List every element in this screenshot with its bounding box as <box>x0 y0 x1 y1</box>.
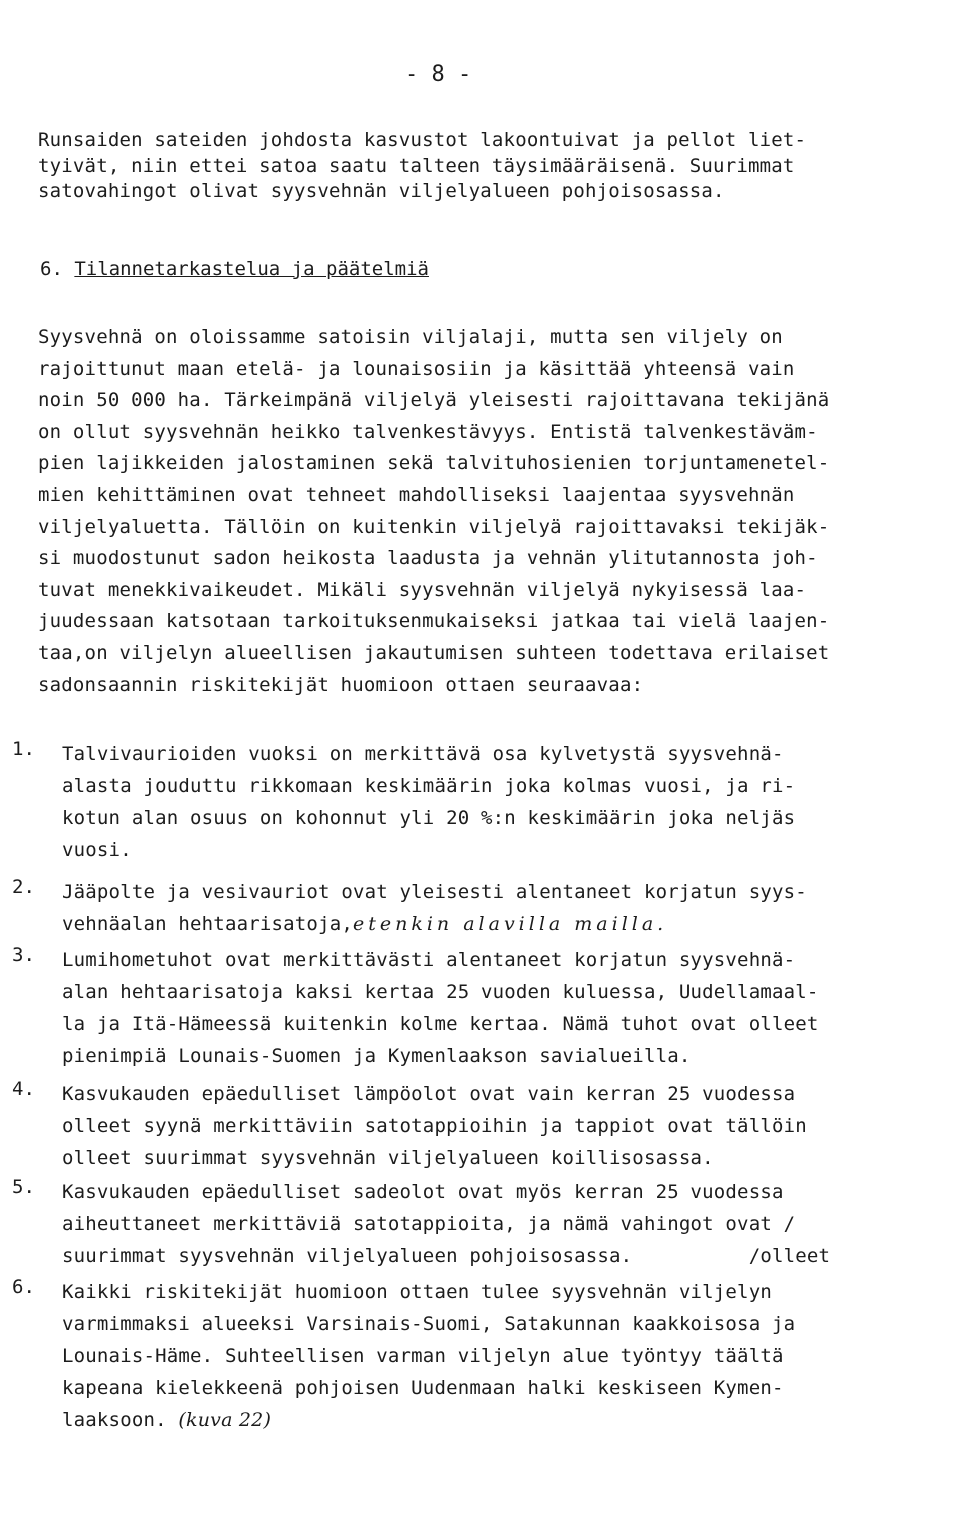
page-number: - 8 - <box>405 62 472 87</box>
list-item-number: 6. <box>12 1276 35 1298</box>
list-item-text: Kasvukauden epäedulliset sadeolot ovat myös kerran 25 vuodessa aiheuttaneet merkittäviä satotappioita, ja nämä vahingot ovat / suurimmat syysvehnän viljelyalueen pohjoisosassa. /olleet <box>62 1181 831 1267</box>
handwritten-figure-reference: (kuva 22) <box>178 1409 272 1431</box>
list-item-typed-text: Kaikki riskitekijät huomioon ottaen tulee syysvehnän viljelyn varmimmaksi alueeksi Varsinais-Suomi, Satakunnan kaakkoisosa ja Lounais-Häme. Suhteellisen varman viljelyn alue työntyy täältä kapeana kielekkeenä pohjoisen Uudenmaan halki keskiseen Kymen- laaksoon. <box>62 1281 796 1431</box>
section-title: Tilannetarkastelua ja päätelmiä <box>74 258 429 280</box>
list-item-text <box>62 1276 942 1436</box>
list-item-text: Talvivaurioiden vuoksi on merkittävä osa kylvetystä syysvehnä- alasta jouduttu rikkomaan keskimäärin joka kolmas vuosi, ja ri- kotun alan osuus on kohonnut yli 20 %:n keskimäärin joka neljäs vuosi. <box>62 743 796 861</box>
list-item-number: 2. <box>12 876 35 898</box>
list-item-text: Kasvukauden epäedulliset lämpöolot ovat vain kerran 25 vuodessa olleet syynä merkittäviin satotappioihin ja tappiot ovat tällöin olleet suurimmat syysvehnän viljelyalueen koillisosassa. <box>62 1083 807 1169</box>
list-item-text: Lumihometuhot ovat merkittävästi alentaneet korjatun syysvehnä- alan hehtaarisatoja kaksi kertaa 25 vuoden kuluessa, Uudellamaal- la ja Itä-Hämeessä kuitenkin kolme kertaa. Nämä tuhot ovat olleet pienimpiä Lounais-Suomen ja Kymenlaakson savialueilla. <box>62 949 819 1067</box>
handwritten-addition: etenkin alavilla mailla. <box>352 913 668 935</box>
list-item-text <box>62 876 942 940</box>
section-number: 6. <box>40 258 63 280</box>
list-item-number: 4. <box>12 1078 35 1100</box>
list-item-number: 3. <box>12 944 35 966</box>
main-paragraph: Syysvehnä on oloissamme satoisin viljalaji, mutta sen viljely on rajoittunut maan etelä- ja lounaisosiin ja käsittää yhteensä vain noin 50 000 ha. Tärkeimpänä viljelyä yleisesti rajoittavana tekijänä on ollut syysvehnän heikko talvenkestävyys. Entistä talvenkestäväm- pien lajikkeiden jalostaminen sekä talvituhosienien torjuntamenetel- mien kehittäminen ovat tehneet mahdolliseksi laajentaa syysvehnän viljelyaluetta. Tällöin on kuitenkin viljelyä rajoittavaksi tekijäk- si muodostunut sadon heikosta laadusta ja vehnän ylitutannosta joh- tuvat menekkivaikeudet. Mikäli syysvehnän viljelyä nykyisessä laa- juudessaan katsotaan tarkoituksenmukaiseksi jatkaa tai vielä laajen- taa,on viljelyn alueellisen jakautumisen suhteen todettava erilaiset sadonsaannin riskitekijät huomioon ottaen seuraavaa: <box>38 326 830 696</box>
list-item-number: 5. <box>12 1176 35 1198</box>
list-item-typed-text: Jääpolte ja vesivauriot ovat yleisesti alentaneet korjatun syys- vehnäalan hehtaarisatoja, <box>62 881 807 935</box>
list-item-number: 1. <box>12 738 35 760</box>
section-heading <box>40 258 429 280</box>
intro-paragraph: Runsaiden sateiden johdosta kasvustot lakoontuivat ja pellot liet- tyivät, niin ettei satoa saatu talteen täysimääräisenä. Suurimmat satovahingot olivat syysvehnän viljelyalueen pohjoisosassa. <box>38 129 807 202</box>
